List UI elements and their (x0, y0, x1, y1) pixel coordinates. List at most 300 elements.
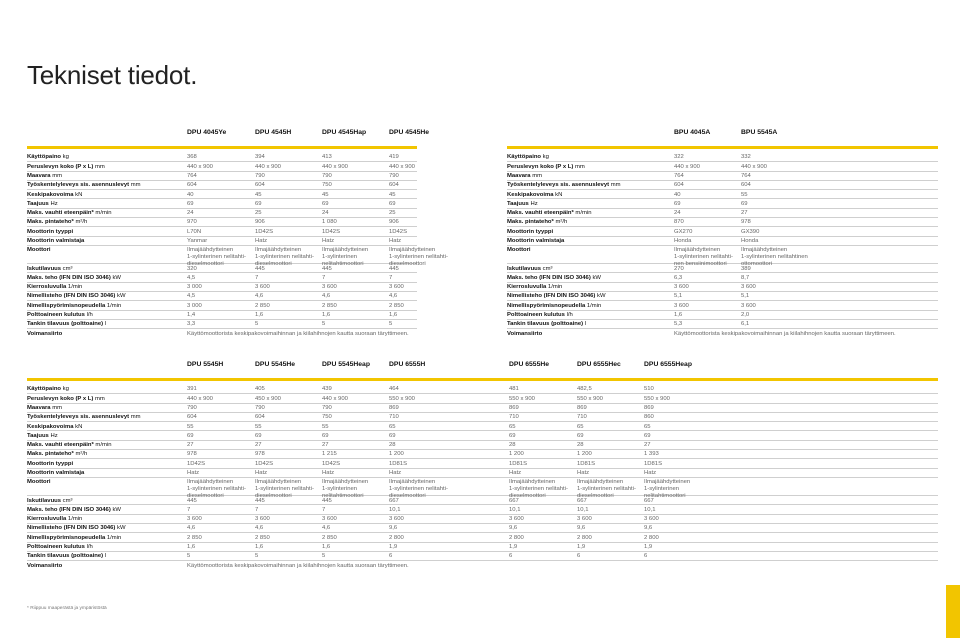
row-unit: mm (129, 182, 141, 189)
table-row (507, 292, 938, 301)
row-label (507, 229, 553, 235)
table-row (27, 190, 417, 199)
table-cell: 5 (187, 553, 191, 560)
row-unit: kW (115, 293, 126, 300)
row-label (27, 433, 58, 439)
table-cell: 69 (644, 432, 651, 439)
table-cell: 394 (255, 154, 265, 161)
table-row (507, 209, 938, 218)
row-label-text: Keskipakovoima (507, 191, 554, 198)
table-cell: 3 600 (674, 284, 689, 291)
table-cell: 790 (255, 404, 265, 411)
row-label-text: Moottorin valmistaja (27, 470, 85, 477)
row-unit: m²/h (73, 219, 88, 226)
row-label (507, 182, 621, 188)
table-row (27, 227, 417, 236)
table-row (27, 153, 417, 162)
row-label-text: Kierrosluvulla (27, 284, 67, 291)
row-unit: Hz (48, 432, 58, 439)
table-cell: 3 600 (577, 516, 592, 523)
table-row (27, 274, 417, 283)
table-cell: Hatz (322, 238, 335, 245)
table-cell: 790 (187, 404, 197, 411)
row-label (27, 331, 62, 337)
table-cell: 750 (322, 414, 332, 421)
row-label-text: Työskentelyleveys sis. asennuslevyt (507, 182, 610, 189)
table-cell: 1 200 (577, 451, 592, 458)
table-row (27, 441, 938, 450)
row-unit: kN (73, 423, 83, 430)
row-label-text: Tankin tilavuus (polttoaine) (27, 321, 104, 328)
table-cell: 2 850 (322, 302, 337, 309)
table-cell: 65 (389, 423, 396, 430)
brand-accent-bar (946, 585, 960, 638)
table-cell: 790 (255, 172, 265, 179)
table-cell: 445 (322, 497, 332, 504)
table-row (507, 329, 938, 338)
table-row (507, 320, 938, 329)
table-cell: 3 600 (741, 302, 756, 309)
table-cell: 40 (674, 191, 681, 198)
table-cell: 69 (322, 200, 329, 207)
table-row (507, 246, 938, 267)
table-row (27, 237, 417, 246)
table-cell: 65 (509, 423, 516, 430)
row-unit: cm³ (61, 265, 73, 272)
row-label (507, 331, 542, 337)
table-cell: 2 800 (389, 534, 404, 541)
row-label (27, 405, 62, 411)
table-row (27, 524, 938, 533)
table-cell: Ilmajäähdytteinen 1-sylinterinen nelitahti- dieselmoottori (577, 479, 636, 499)
table-cell: 440 x 900 (322, 395, 348, 402)
row-label-text: Nimellispyörimisnopeudella (27, 534, 106, 541)
row-label-text: Maks. teho (IFN DIN ISO 3046) (507, 274, 591, 281)
table-cell: 69 (322, 432, 329, 439)
row-unit: mm (573, 163, 585, 170)
table-cell: 2 850 (187, 534, 202, 541)
table-cell: 3 000 (187, 284, 202, 291)
table-cell: 4,6 (322, 293, 331, 300)
table-cell: 1D42S (187, 460, 206, 467)
table-row (27, 543, 938, 552)
row-label-text: Taajuus (27, 432, 49, 439)
table-cell: 790 (322, 404, 332, 411)
table-cell: 65 (577, 423, 584, 430)
row-label (27, 219, 87, 225)
table-row (27, 552, 938, 561)
table-cell: 445 (187, 497, 197, 504)
table-cell: 482,5 (577, 386, 592, 393)
table-cell: 1D42S (389, 228, 408, 235)
table-cell: 1D81S (644, 460, 663, 467)
table-cell: Hatz (322, 470, 335, 477)
table-cell: 28 (389, 442, 396, 449)
table-row (27, 311, 417, 320)
row-label (27, 321, 106, 327)
header-accent-bar (27, 378, 938, 381)
table-row (507, 283, 938, 292)
row-label-text: Polttoaineen kulutus (507, 312, 565, 319)
row-label (27, 275, 121, 281)
table-cell: 3 000 (187, 302, 202, 309)
table-cell: 1,9 (389, 544, 398, 551)
row-label (27, 238, 84, 244)
row-label-text: Nimellisteho (IFN DIN ISO 3046) (507, 293, 596, 300)
table-cell: 869 (509, 404, 519, 411)
model-header: BPU 5545A (741, 129, 778, 136)
row-label (507, 312, 573, 318)
table-row (27, 422, 938, 431)
row-label-text: Maks. pintateho* (507, 219, 554, 226)
table-row (507, 172, 938, 181)
row-label (27, 192, 82, 198)
table-cell: 481 (509, 386, 519, 393)
row-unit: m²/h (553, 219, 568, 226)
table-cell: 1,6 (322, 544, 331, 551)
row-unit: kN (73, 191, 83, 198)
table-cell: 10,1 (577, 506, 589, 513)
table-cell: 69 (577, 432, 584, 439)
row-label (27, 516, 82, 522)
table-cell: 368 (187, 154, 197, 161)
table-cell: 4,6 (322, 525, 331, 532)
table-cell: 1,6 (322, 312, 331, 319)
row-label (507, 321, 586, 327)
table-cell: 3 600 (322, 516, 337, 523)
row-label (27, 544, 93, 550)
table-cell: 1,9 (644, 544, 653, 551)
table-cell: 69 (187, 200, 194, 207)
table-cell: Ilmajäähdytteinen 1-sylinterinen nelitahti- dieselmoottori (509, 479, 568, 499)
row-label (27, 498, 73, 504)
table-cell: 906 (389, 219, 399, 226)
transmission-note: Käyttömoottorista keskipakovoimaihinnan ja kiilahihnojen kautta suoraan täryttimeen. (187, 330, 409, 337)
table-cell: 4,6 (255, 293, 264, 300)
table-row (27, 404, 938, 413)
table-row (27, 385, 938, 394)
row-unit: m²/h (73, 451, 88, 458)
row-label-text: Tankin tilavuus (polttoaine) (507, 321, 584, 328)
table-cell: 7 (255, 506, 259, 513)
row-label (507, 275, 601, 281)
row-unit: kg (61, 386, 69, 393)
row-label (27, 210, 111, 216)
table-cell: 3 600 (509, 516, 524, 523)
table-cell: 604 (674, 182, 684, 189)
table-cell: 10,1 (644, 506, 656, 513)
table-cell: 1,6 (255, 544, 264, 551)
table-cell: 69 (389, 200, 396, 207)
row-label (27, 414, 141, 420)
table-cell: 1 080 (322, 219, 337, 226)
table-cell: 667 (577, 497, 587, 504)
table-cell: Hatz (187, 470, 200, 477)
row-label-text: Nimellispyörimisnopeudella (507, 302, 586, 309)
row-unit: mm (530, 172, 543, 179)
table-cell: 764 (187, 172, 197, 179)
row-label-text: Iskutilavuus (27, 497, 62, 504)
table-cell: 5 (322, 321, 326, 328)
footnote: * Riippuu maaperästä ja ympäristöstä (27, 606, 107, 611)
table-cell: 69 (255, 432, 262, 439)
row-label-text: Käyttöpaino (507, 154, 542, 161)
row-label (27, 229, 73, 235)
table-row (27, 469, 938, 478)
table-cell: 69 (389, 432, 396, 439)
table-cell: 604 (389, 182, 399, 189)
table-cell: 28 (509, 442, 516, 449)
row-unit: cm³ (61, 497, 73, 504)
table-cell: 55 (187, 423, 194, 430)
table-cell: 5,3 (674, 321, 683, 328)
row-unit: Hz (528, 200, 538, 207)
table-cell: 4,6 (255, 525, 264, 532)
table-cell: 270 (674, 265, 684, 272)
table-cell: 1,9 (509, 544, 518, 551)
row-label-text: Keskipakovoima (27, 191, 74, 198)
row-unit: 1/min (66, 516, 83, 523)
table-cell: 464 (389, 386, 399, 393)
table-cell: 27 (187, 442, 194, 449)
row-unit: kW (110, 274, 121, 281)
row-unit: m/min (93, 442, 112, 449)
table-cell: 24 (187, 210, 194, 217)
row-label (27, 154, 69, 160)
page-title: Tekniset tiedot. (27, 60, 198, 90)
row-label-text: Tankin tilavuus (polttoaine) (27, 553, 104, 560)
table-cell: 1D81S (389, 460, 408, 467)
model-header: DPU 6555H (389, 361, 426, 368)
table-cell: 2 800 (644, 534, 659, 541)
table-cell: 550 x 900 (577, 395, 603, 402)
table-row (507, 264, 938, 273)
row-label-text: Moottorin tyyppi (27, 460, 74, 467)
table-cell: 7 (187, 506, 191, 513)
row-label-text: Kierrosluvulla (27, 516, 67, 523)
row-unit: kN (553, 191, 563, 198)
table-cell: Yanmar (187, 238, 208, 245)
table-cell: 5,1 (674, 293, 683, 300)
table-cell: Hatz (389, 238, 402, 245)
table-cell: Ilmajäähdytteinen 1-sylinterinen nelitahti- dieselmoottori (255, 247, 314, 267)
table-cell: 6 (644, 553, 648, 560)
table-cell: 750 (322, 182, 332, 189)
table-cell: 27 (644, 442, 651, 449)
table-cell: 27 (255, 442, 262, 449)
row-unit: mm (93, 163, 105, 170)
row-label-text: Moottori (27, 479, 51, 486)
table-cell: Hatz (509, 470, 522, 477)
table-cell: 3 600 (255, 284, 270, 291)
table-cell: Ilmajäähdytteinen 1-sylinterinen nelitahti- dieselmoottori (389, 479, 448, 499)
table-cell: 3 600 (255, 516, 270, 523)
row-label (27, 563, 62, 569)
table-cell: 604 (741, 182, 751, 189)
table-row (27, 162, 417, 171)
table-cell: 2 850 (322, 534, 337, 541)
table-cell: 55 (255, 423, 262, 430)
row-label (507, 293, 606, 299)
table-row (27, 515, 938, 524)
table-cell: 55 (322, 423, 329, 430)
table-cell: 25 (255, 210, 262, 217)
table-cell: 550 x 900 (644, 395, 670, 402)
table-cell: 550 x 900 (509, 395, 535, 402)
table-cell: 970 (187, 219, 197, 226)
table-cell: 25 (389, 210, 396, 217)
table-cell: 332 (741, 154, 751, 161)
row-unit: kg (61, 154, 69, 161)
table-cell: 4,6 (187, 525, 196, 532)
table-cell: 1,6 (255, 312, 264, 319)
table-cell: 5 (389, 321, 393, 328)
row-unit: kg (541, 154, 549, 161)
table-row (27, 301, 417, 310)
row-unit: cm³ (541, 265, 553, 272)
table-cell: 790 (322, 172, 332, 179)
table-cell: 24 (322, 210, 329, 217)
table-cell: Honda (674, 238, 692, 245)
table-cell: 440 x 900 (187, 395, 213, 402)
row-unit: kW (595, 293, 606, 300)
table-cell: 69 (255, 200, 262, 207)
table-cell: 69 (187, 432, 194, 439)
table-cell: 869 (577, 404, 587, 411)
table-cell: 7 (322, 274, 326, 281)
row-unit: mm (609, 182, 621, 189)
table-row (27, 218, 417, 227)
row-unit: l/h (84, 312, 93, 319)
model-header: BPU 4045A (674, 129, 711, 136)
table-cell: Hatz (577, 470, 590, 477)
table-cell: 40 (187, 191, 194, 198)
row-label (27, 201, 58, 207)
transmission-note: Käyttömoottorista keskipakovoimaihinnan ja kiilahihnojen kautta suoraan täryttimeen. (187, 562, 409, 569)
table-row (27, 172, 417, 181)
table-cell: 1,6 (674, 312, 683, 319)
row-label-text: Peruslevyn koko (P x L) (507, 163, 574, 170)
table-cell: 2 850 (255, 534, 270, 541)
table-row (507, 274, 938, 283)
table-cell: 45 (389, 191, 396, 198)
table-cell: 667 (644, 497, 654, 504)
table-cell: 440 x 900 (389, 163, 415, 170)
table-cell: 3 600 (389, 284, 404, 291)
table-cell: 764 (741, 172, 751, 179)
table-row (27, 496, 938, 505)
row-unit: 1/min (105, 302, 122, 309)
row-label (27, 182, 141, 188)
row-label-text: Iskutilavuus (27, 265, 62, 272)
table-row (27, 413, 938, 422)
table-cell: 1,9 (577, 544, 586, 551)
table-cell: 391 (187, 386, 197, 393)
table-cell: 4,6 (389, 293, 398, 300)
table-cell: 1 393 (644, 451, 659, 458)
row-label (507, 219, 567, 225)
table-cell: 8,7 (741, 274, 750, 281)
transmission-note: Käyttömoottorista keskipakovoimaihinnan ja kiilahihnojen kautta suoraan täryttimeen. (674, 330, 896, 337)
table-cell: 69 (741, 200, 748, 207)
row-label (27, 386, 69, 392)
model-header: DPU 6555Hec (577, 361, 621, 368)
row-label-text: Moottori (507, 247, 531, 254)
row-label-text: Työskentelyleveys sis. asennuslevyt (27, 182, 130, 189)
table-cell: Hatz (389, 470, 402, 477)
row-label-text: Peruslevyn koko (P x L) (27, 395, 94, 402)
table-cell: 6 (389, 553, 393, 560)
row-label-text: Maks. pintateho* (27, 451, 74, 458)
row-label-text: Polttoaineen kulutus (27, 544, 85, 551)
model-header: DPU 4545He (389, 129, 430, 136)
row-unit: kW (590, 274, 601, 281)
table-cell: Hatz (255, 238, 268, 245)
row-unit: 1/min (546, 284, 563, 291)
header-accent-bar (27, 146, 417, 149)
row-label-text: Voimansiirto (27, 330, 63, 337)
row-label (27, 164, 105, 170)
row-label (27, 424, 82, 430)
header-accent-bar (507, 146, 938, 149)
table-row (507, 162, 938, 171)
table-row (27, 459, 938, 468)
table-row (27, 264, 417, 273)
table-row (27, 209, 417, 218)
row-label-text: Maavara (507, 172, 531, 179)
table-cell: 1D42S (322, 228, 341, 235)
row-label (27, 312, 93, 318)
table-cell: Honda (741, 238, 759, 245)
table-cell: 710 (577, 414, 587, 421)
table-cell: 45 (322, 191, 329, 198)
row-label (27, 396, 105, 402)
table-row (507, 200, 938, 209)
table-cell: 510 (644, 386, 654, 393)
table-cell: 1D42S (255, 228, 274, 235)
table-cell: 10,1 (509, 506, 521, 513)
table-cell: 445 (255, 497, 265, 504)
model-header: DPU 4045Ye (187, 129, 227, 136)
table-cell: 440 x 900 (741, 163, 767, 170)
row-label (27, 470, 84, 476)
table-cell: 440 x 900 (255, 163, 281, 170)
row-unit: kW (110, 506, 121, 513)
row-label-text: Moottorin valmistaja (507, 238, 565, 245)
table-cell: GX270 (674, 228, 693, 235)
table-cell: 9,6 (389, 525, 398, 532)
table-cell: 440 x 900 (187, 163, 213, 170)
table-cell: Hatz (255, 470, 268, 477)
table-cell: 3 600 (389, 516, 404, 523)
row-unit: l/h (564, 312, 573, 319)
table-cell: Ilmajäähdytteinen 1-sylinterinen nelitahti- dieselmoottori (187, 479, 246, 499)
table-cell: 9,6 (509, 525, 518, 532)
table-cell: 3 600 (644, 516, 659, 523)
table-cell: 389 (741, 265, 751, 272)
row-unit: m/min (93, 210, 112, 217)
table-row (507, 190, 938, 199)
table-cell: 9,6 (577, 525, 586, 532)
table-cell: 5 (322, 553, 326, 560)
table-cell: 1 200 (389, 451, 404, 458)
row-label (27, 553, 106, 559)
table-cell: 419 (389, 154, 399, 161)
table-cell: 604 (187, 414, 197, 421)
table-cell: 28 (577, 442, 584, 449)
table-cell: 1D42S (322, 460, 341, 467)
table-cell: 6,3 (674, 274, 683, 281)
